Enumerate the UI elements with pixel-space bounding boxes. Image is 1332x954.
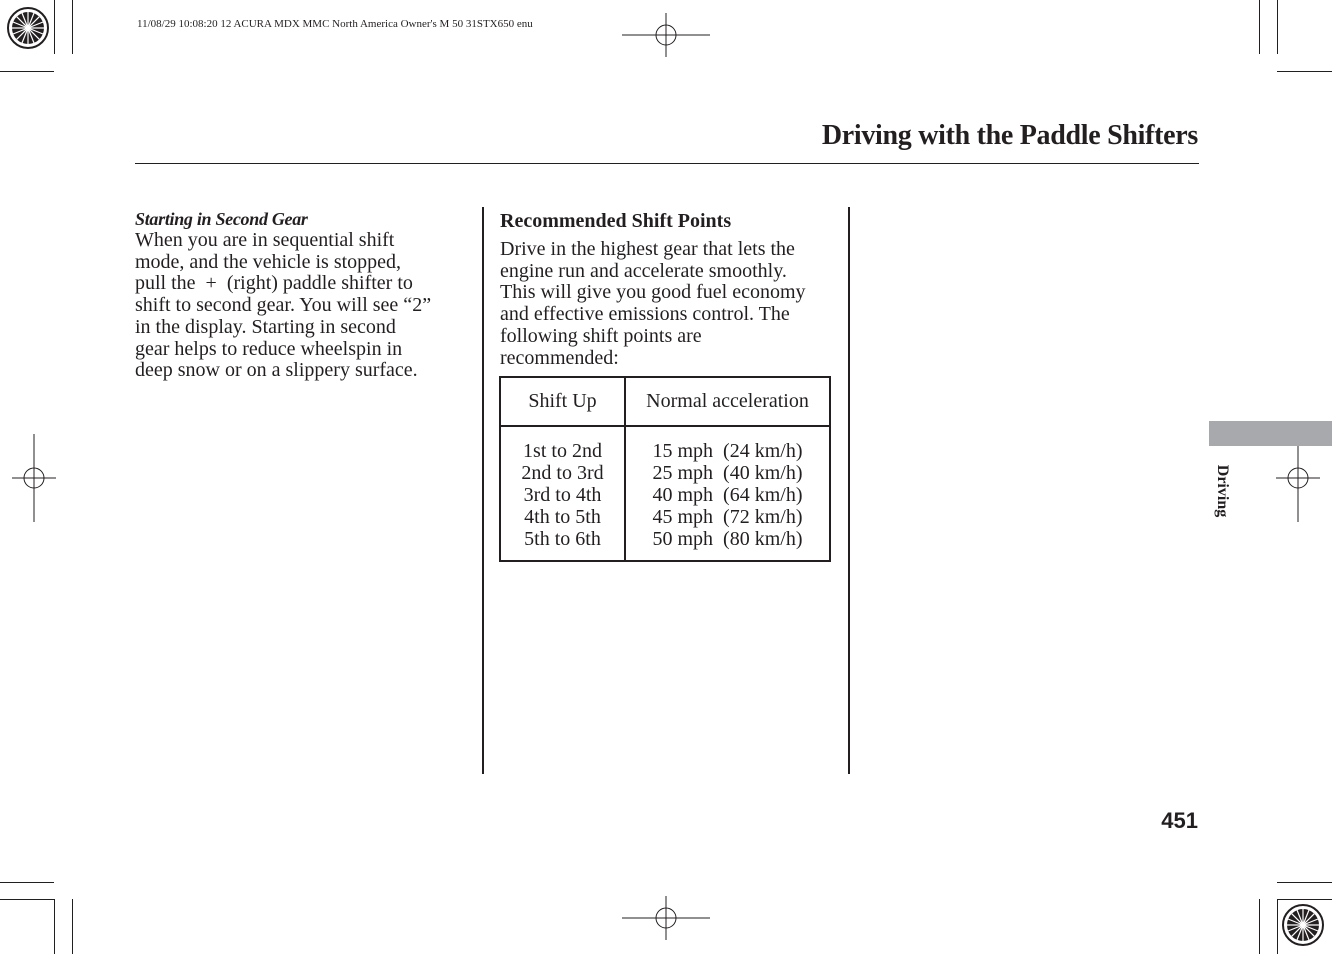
table-cell: 4th to 5th [524,506,601,528]
title-rule [135,163,1199,164]
text-line: When you are in sequential shift [135,229,395,251]
page-title: Driving with the Paddle Shifters [821,120,1198,151]
table-cell: 3rd to 4th [523,484,602,506]
text-line: recommended: [500,346,619,369]
section-heading: Starting in Second Gear [135,209,308,229]
page-number: 451 [1161,808,1198,833]
table-row [500,426,830,561]
text-line: engine run and accelerate smoothly. [500,259,787,282]
column-divider [482,207,484,774]
column-header: Shift Up [500,377,625,426]
registration-crosshair-icon [12,434,56,522]
section-heading: Recommended Shift Points [500,210,732,232]
left-column [135,208,470,382]
table-cell: 2nd to 3rd [521,462,604,484]
text-line: and effective emissions control. The [500,303,790,326]
chapter-tab-label: Driving [1214,464,1232,518]
table-cell: 5th to 6th [524,528,601,550]
text-line: pull the + (right) paddle shifter to [135,272,413,295]
text-line: Drive in the highest gear that lets the [500,238,795,260]
registration-crosshair-icon [1276,434,1320,522]
print-metadata: 11/08/29 10:08:20 12 ACURA MDX MMC North America Owner's M 50 31STX650 enu [137,18,533,30]
table-cell: 25 mph (40 km/h) [652,462,803,484]
text-line: shift to second gear. You will see “2” [135,294,432,317]
body-paragraph [500,239,840,369]
table-header-row [500,377,830,426]
table-cell: 40 mph (64 km/h) [652,484,803,506]
text-line: gear helps to reduce wheelspin in [135,337,403,360]
table-cell: 45 mph (72 km/h) [652,506,803,528]
shift-points-table [499,376,831,562]
table-cell: 1st to 2nd [523,440,602,462]
registration-crosshair-icon [622,13,710,57]
column-divider [848,207,850,774]
text-line: following shift points are [500,324,702,347]
body-paragraph [135,230,470,382]
registration-sunburst-icon [1276,898,1332,954]
text-line: in the display. Starting in second [135,315,396,338]
shift-cell [500,426,625,561]
text-line: mode, and the vehicle is stopped, [135,250,402,273]
text-line: deep snow or on a slippery surface. [135,359,418,382]
column-header: Normal acceleration [625,377,830,426]
registration-sunburst-icon [0,0,60,60]
registration-crosshair-icon [622,896,710,940]
text-line: This will give you good fuel economy [500,281,806,304]
speed-cell [625,426,830,561]
chapter-tab [1209,421,1332,446]
right-column [500,208,840,369]
table-cell: 50 mph (80 km/h) [652,528,803,550]
table-cell: 15 mph (24 km/h) [652,440,803,462]
